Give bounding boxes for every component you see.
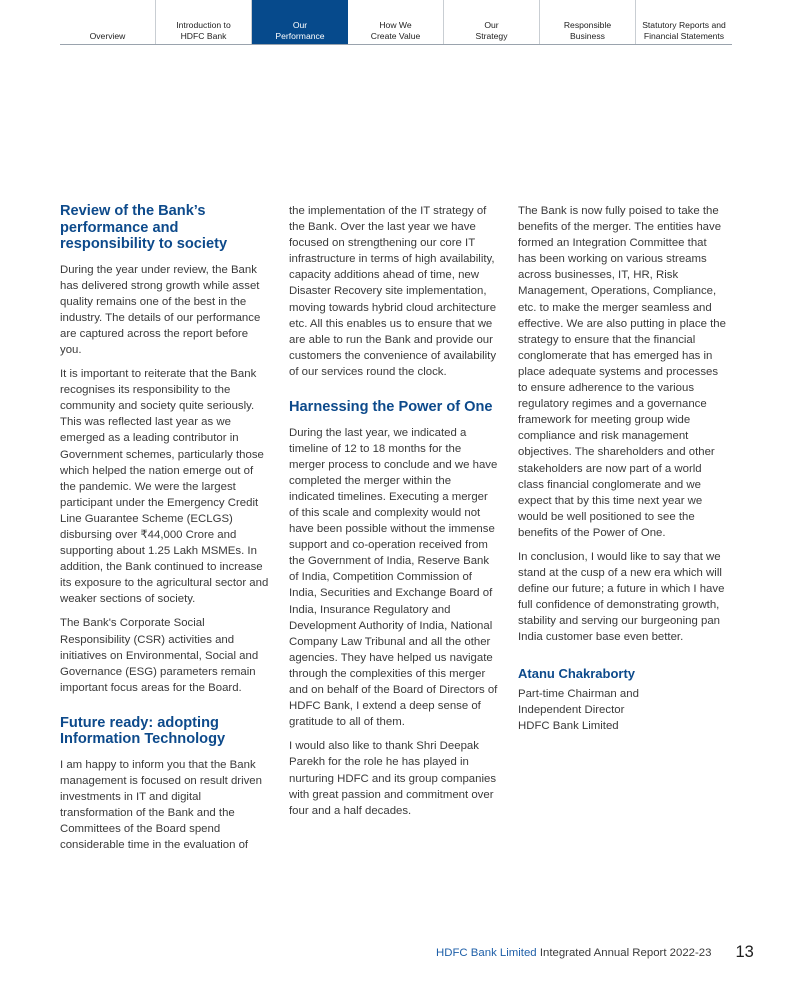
tab-our-strategy[interactable]: [444, 0, 540, 44]
signatory-name: Atanu Chakraborty: [518, 665, 636, 681]
heading-power-of-one: Harnessing the Power of One: [289, 399, 493, 416]
signatory-title-line2: Independent Director: [518, 703, 625, 716]
tab-label: Our Strategy: [475, 20, 508, 41]
signature-block: [518, 666, 728, 734]
paragraph: It is important to reiterate that the Bank recognises its responsibility to the community and society quite seriously. This was reflected last year as we emerged as a leading contributor in Government schemes, particularly those which helped the nation emerge out of the pandemic. We were the largest participant under the Emergency Credit Line Guarantee Scheme (ECLGS) disbursing over ₹44,000 Crore and supporting about 1.25 Lakh MSMEs. In addition, the Bank continued to increase its exposure to the agricultural sector and weaker sections of society.: [60, 368, 269, 606]
footer-brand: HDFC Bank Limited: [436, 947, 537, 959]
paragraph: During the last year, we indicated a timeline of 12 to 18 months for the merger process to conclude and we have completed the merger within the indicated timelines. Executing a merger of this scale and complexity would not have been possible without the immense support and co-operation received from the Government of India, Reserve Bank of India, Competition Commission of India, Securities and Exchange Board of India, Insurance Regulatory and Development Authority of India, National Company Law Tribunal and all the other agencies. They have helped us navigate through the complexities of this merger and on behalf of the Board of Directors of HDFC Bank, I extend a deep sense of gratitude to all of them.: [289, 426, 498, 729]
page-footer: [436, 942, 754, 961]
column-right: [518, 203, 728, 734]
footer-report-title: Integrated Annual Report 2022-23: [539, 947, 712, 959]
tab-label: Our Performance: [275, 20, 325, 41]
paragraph: During the year under review, the Bank has delivered strong growth while asset quality remains one of the best in the industry. The details of our performance are captured across the report before you.: [60, 263, 261, 356]
tab-label: Introduction to HDFC Bank: [176, 20, 231, 41]
paragraph: In conclusion, I would like to say that we stand at the cusp of a new era which will define our future; a future in which I have full confidence of demonstrating growth, stability and serving our burgeoning pan India customer base even better.: [518, 550, 725, 644]
heading-review-of-bank: Review of the Bank’s performance and responsibility to society: [60, 203, 228, 252]
tab-statutory-reports[interactable]: [636, 0, 732, 44]
heading-future-ready: Future ready: adopting Information Technology: [60, 714, 226, 748]
tab-label: How We Create Value: [370, 20, 421, 41]
tab-label: Statutory Reports and Financial Statements: [642, 20, 726, 41]
section-nav: [60, 0, 732, 45]
paragraph: the implementation of the IT strategy of the Bank. Over the last year we have focused on strengthening our core IT infrastructure in terms of high availability, capacity additions ahead of time, new Disaster Recovery site implementation, moving towards hybrid cloud architecture etc. All this enables us to ensure that we are able to run the Bank and provide our customers the convenience of availability of our services round the clock.: [289, 205, 497, 378]
tab-introduction-to-hdfc-bank[interactable]: [156, 0, 252, 44]
tab-overview[interactable]: [60, 0, 156, 44]
paragraph: The Bank is now fully poised to take the benefits of the merger. The entities have formed an Integration Committee that has been working on various streams across businesses, IT, HR, Risk Management, Operations, Compliance, etc. to make the merger seamless and effective. We are also putting in place the strategy to ensure that the financial conglomerate that has emerged has in place adequate systems and processes to ensure adherence to the various regulatory regimes and a governance framework for meeting group wide compliance and risk management objectives. The shareholders and other stakeholders are now part of a world class financial conglomerate and we expect that by this time next year we would be well positioned to see the benefits of the Power of One.: [518, 205, 726, 539]
tab-label: Overview: [89, 30, 126, 41]
signatory-organisation: HDFC Bank Limited: [518, 719, 619, 732]
paragraph: The Bank's Corporate Social Responsibility (CSR) activities and initiatives on Environmental, Social and Governance (ESG) parameters remain important focus areas for the Board.: [60, 617, 259, 694]
paragraph: I am happy to inform you that the Bank management is focused on result driven investments in IT and digital transformation of the Bank and the Committees of the Board spend considerable time in the evaluation of: [60, 758, 262, 852]
page-number: 13: [735, 943, 754, 961]
column-middle: [289, 203, 499, 819]
paragraph: I would also like to thank Shri Deepak Parekh for the role he has played in nurturing HDFC and its group companies with great passion and commitment over four and a half decades.: [289, 740, 497, 817]
tab-our-performance[interactable]: [252, 0, 348, 44]
signatory-title-line1: Part-time Chairman and: [518, 687, 639, 700]
tab-how-we-create-value[interactable]: [348, 0, 444, 44]
column-left: [60, 203, 270, 854]
tab-label: Responsible Business: [563, 20, 612, 41]
tab-responsible-business[interactable]: [540, 0, 636, 44]
